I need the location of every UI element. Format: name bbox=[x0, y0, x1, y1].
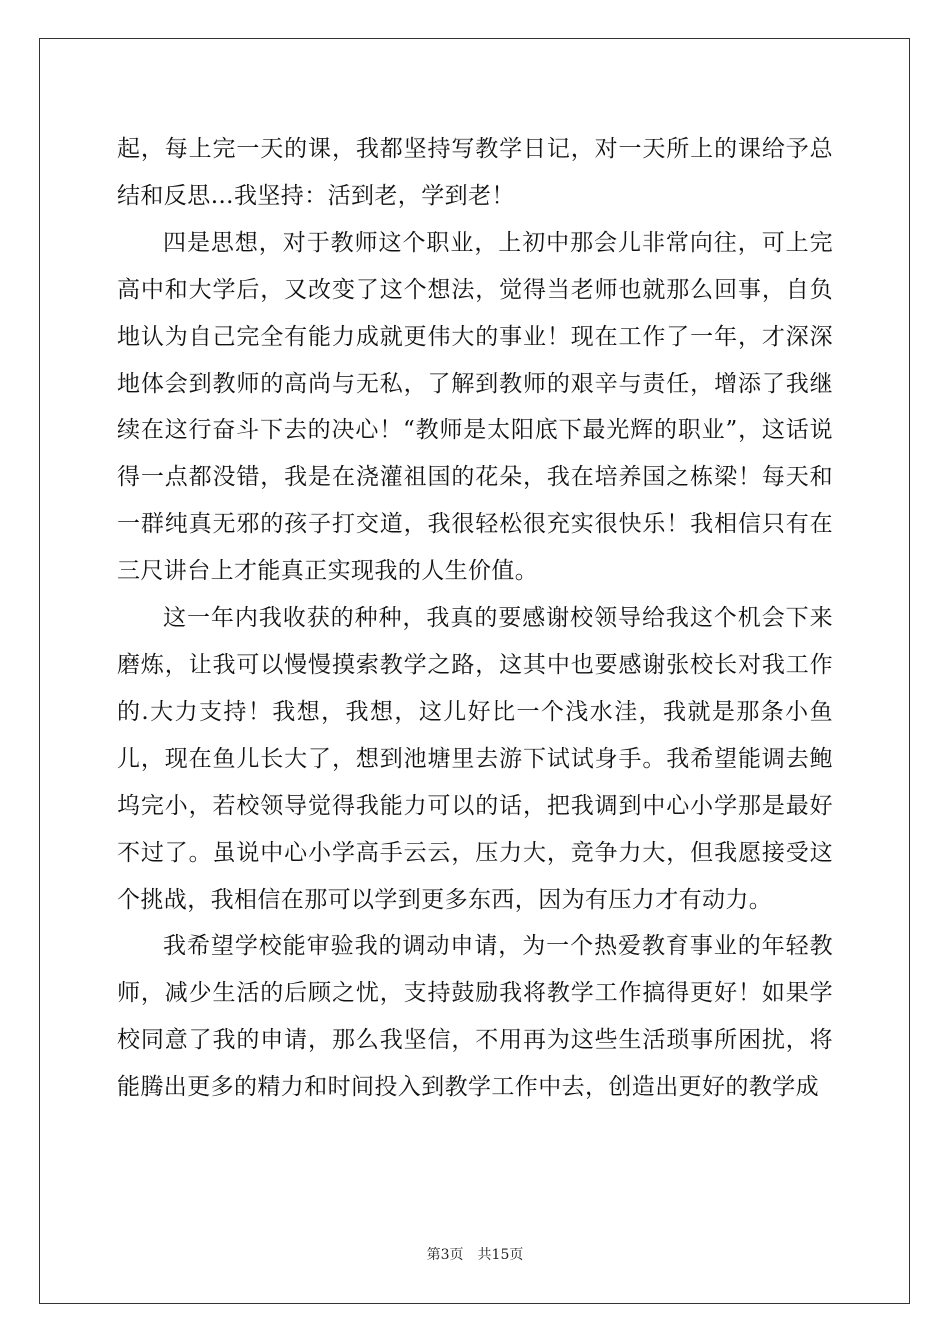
page-footer bbox=[0, 1244, 950, 1264]
page-number: 第3页 bbox=[426, 1247, 464, 1263]
paragraph-3: 这一年内我收获的种种，我真的要感谢校领导给我这个机会下来磨炼，让我可以慢慢摸索教学之路，这其中也要感谢张校长对我工作的.大力支持！我想，我想，这儿好比一个浅水洼，我就是那条小鱼儿，现在鱼儿长大了，想到池塘里去游下试试身手。我希望能调去鲍坞完小，若校领导觉得我能力可以的话，把我调到中心小学那是最好不过了。虽说中心小学高手云云，压力大，竞争力大，但我愿接受这个挑战，我相信在那可以学到更多东西，因为有压力才有动力。 bbox=[117, 605, 833, 913]
paragraph-1: 起，每上完一天的课，我都坚持写教学日记，对一天所上的课给予总结和反思…我坚持：活到老，学到老！ bbox=[117, 136, 833, 209]
paragraph-4: 我希望学校能审验我的调动申请，为一个热爱教育事业的年轻教师，减少生活的后顾之忧，支持鼓励我将教学工作搞得更好！如果学校同意了我的申请，那么我坚信，不用再为这些生活琐事所困扰，将能腾出更多的精力和时间投入到教学工作中去，创造出更好的教学成 bbox=[117, 933, 833, 1101]
document-body bbox=[117, 126, 833, 1111]
page-total: 共15页 bbox=[477, 1247, 524, 1263]
paragraph-2: 四是思想，对于教师这个职业，上初中那会儿非常向往，可上完高中和大学后，又改变了这个想法，觉得当老师也就那么回事，自负地认为自己完全有能力成就更伟大的事业！现在工作了一年，才深深地体会到教师的高尚与无私，了解到教师的艰辛与责任，增添了我继续在这行奋斗下去的决心！“教师是太阳底下最光辉的职业”，这话说得一点都没错，我是在浇灌祖国的花朵，我在培养国之栋梁！每天和一群纯真无邪的孩子打交道，我很轻松很充实很快乐！我相信只有在三尺讲台上才能真正实现我的人生价值。 bbox=[117, 229, 833, 585]
